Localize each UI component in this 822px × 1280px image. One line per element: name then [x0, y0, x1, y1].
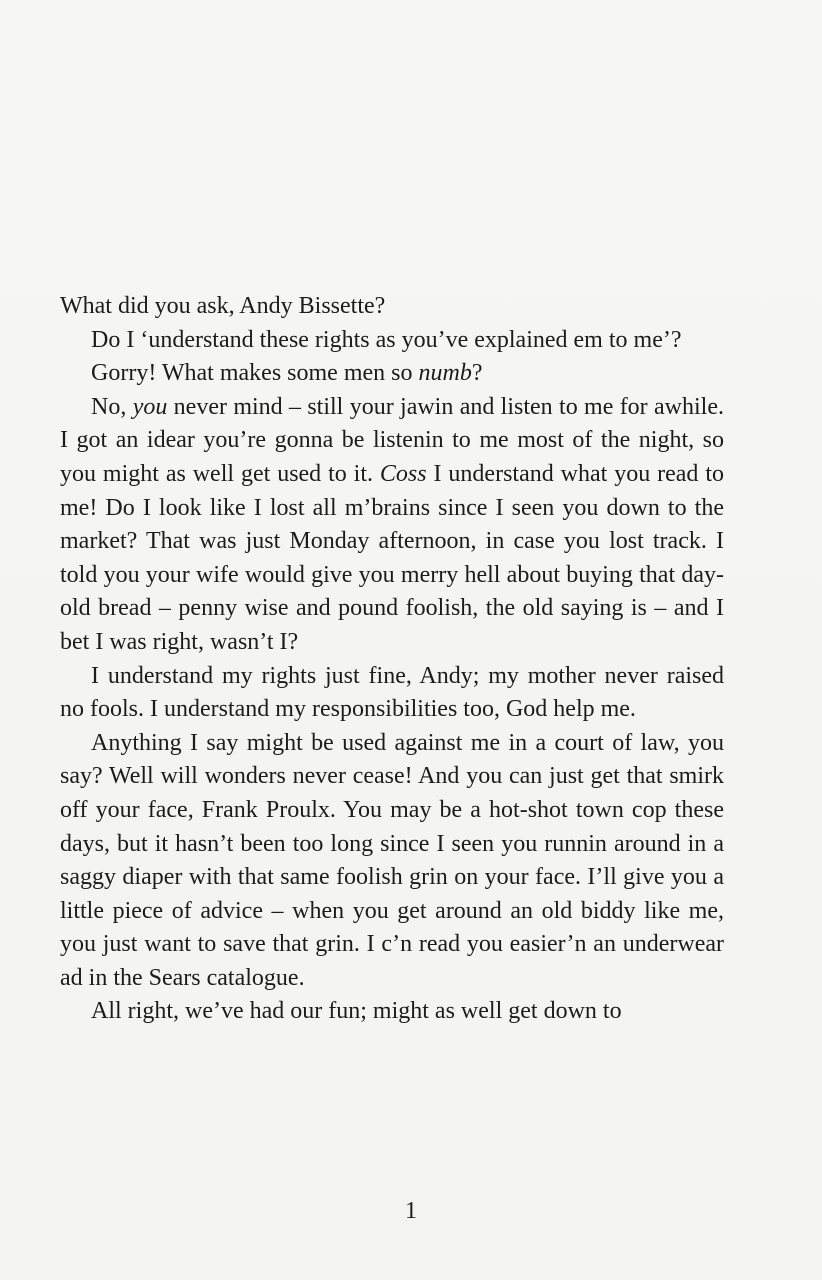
text-run: What did you ask, Andy Bissette? [60, 293, 386, 319]
italic-text: Coss [379, 460, 427, 487]
text-run: All right, we’ve had our fun; might as well get down to [91, 998, 622, 1025]
body-text [60, 290, 724, 1029]
italic-text: numb [418, 360, 472, 387]
text-run: Do I ‘understand these rights as you’ve explained em to me’? [91, 326, 682, 353]
text-run: ? [471, 360, 483, 387]
text-run: Anything I say might be used against me in a court of law, you say? Well will wonders never cease! And you can just get that smirk off your face, Frank Proulx. You may be a hot-shot town cop these days, but it hasn’t been too long since I seen you runnin around in a saggy diaper with that same foolish grin on your face. I’ll give you a little piece of advice – when you get around an old biddy like me, you just want to save that grin. I c’n read you easier’n an underwear ad in the Sears catalogue. [60, 729, 724, 991]
text-run: I understand what you read to me! Do I look like I lost all m’brains since I seen you down to the market? That was just Monday afternoon, in case you lost track. I told you your wife would give you merry hell about buying that day-old bread – penny wise and pound foolish, the old saying is – and I bet I was right, wasn’t I? [60, 460, 724, 655]
paragraph [60, 660, 724, 727]
text-run: No, [91, 393, 133, 420]
text-run: I understand my rights just fine, Andy; my mother never raised no fools. I understand my responsibilities too, God help me. [60, 662, 724, 723]
paragraph [60, 995, 724, 1029]
paragraph [60, 290, 724, 324]
paragraph [60, 324, 724, 358]
text-run: Gorry! What makes some men so [91, 360, 419, 387]
italic-text: you [132, 393, 168, 420]
text-run: never mind – still your jawin and listen to me for awhile. I got an idear you’re gonna be listenin to me most of the night, so you might as well get used to it. [60, 393, 724, 487]
paragraph [60, 357, 724, 391]
paragraph [60, 391, 724, 660]
page-number: 1 [405, 1198, 417, 1224]
paragraph [60, 727, 724, 996]
